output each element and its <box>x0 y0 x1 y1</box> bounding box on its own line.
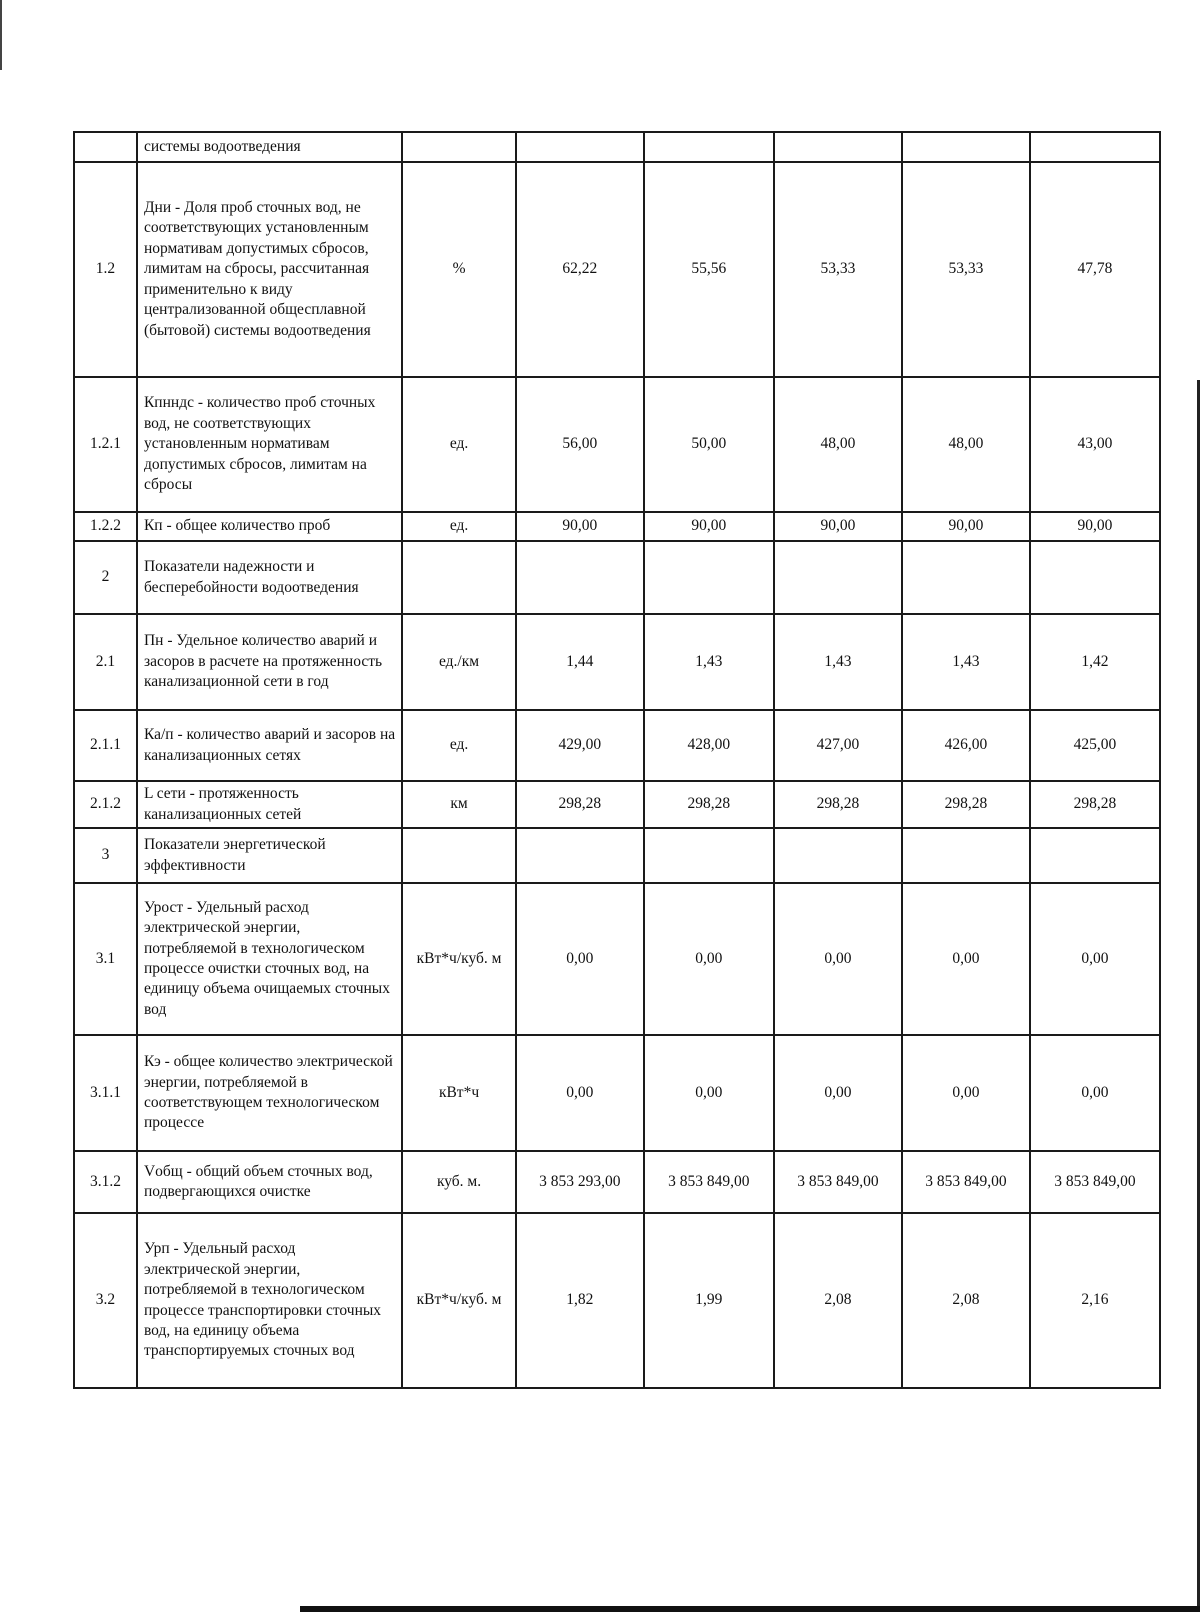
table-body <box>74 132 1160 1388</box>
row-unit <box>402 541 516 614</box>
row-value-4: 90,00 <box>902 512 1030 541</box>
row-value-5: 90,00 <box>1030 512 1160 541</box>
row-value-5 <box>1030 132 1160 162</box>
row-unit: ед. <box>402 377 516 512</box>
row-value-2: 1,99 <box>644 1213 774 1388</box>
row-code: 3.2 <box>74 1213 137 1388</box>
row-value-5: 43,00 <box>1030 377 1160 512</box>
row-unit <box>402 828 516 883</box>
row-value-3: 48,00 <box>774 377 902 512</box>
row-description: Кп - общее количество проб <box>137 512 402 541</box>
row-value-4 <box>902 132 1030 162</box>
row-value-4 <box>902 541 1030 614</box>
row-description: Дни - Доля проб сточных вод, не соответствующих установленным нормативам допустимых сбросов, лимитам на сбросы, рассчитанная применительно к виду централизованной общесплавной (бытовой) системы водоотведения <box>137 162 402 377</box>
row-value-4: 0,00 <box>902 883 1030 1035</box>
row-code: 2.1 <box>74 614 137 710</box>
row-value-5: 298,28 <box>1030 781 1160 828</box>
table-row <box>74 541 1160 614</box>
table-row <box>74 614 1160 710</box>
row-value-5: 2,16 <box>1030 1213 1160 1388</box>
row-value-1: 3 853 293,00 <box>516 1151 644 1213</box>
row-value-3: 0,00 <box>774 1035 902 1151</box>
row-value-3: 3 853 849,00 <box>774 1151 902 1213</box>
row-description: L сети - протяженность канализационных сетей <box>137 781 402 828</box>
row-value-4: 48,00 <box>902 377 1030 512</box>
row-value-3: 298,28 <box>774 781 902 828</box>
row-value-5: 1,42 <box>1030 614 1160 710</box>
row-value-3: 427,00 <box>774 710 902 781</box>
row-value-2: 50,00 <box>644 377 774 512</box>
row-unit: кВт*ч <box>402 1035 516 1151</box>
row-code: 1.2.1 <box>74 377 137 512</box>
row-description: Кэ - общее количество электрической энергии, потребляемой в соответствующем технологическом процессе <box>137 1035 402 1151</box>
row-unit: ед./км <box>402 614 516 710</box>
row-value-1: 0,00 <box>516 883 644 1035</box>
row-value-1: 0,00 <box>516 1035 644 1151</box>
row-value-1: 1,44 <box>516 614 644 710</box>
row-value-2 <box>644 541 774 614</box>
table-row <box>74 162 1160 377</box>
row-value-4: 2,08 <box>902 1213 1030 1388</box>
table-row <box>74 1213 1160 1388</box>
row-value-1: 429,00 <box>516 710 644 781</box>
table-row <box>74 710 1160 781</box>
row-description: Урост - Удельный расход электрической энергии, потребляемой в технологическом процессе очистки сточных вод, на единицу объема очищаемых сточных вод <box>137 883 402 1035</box>
row-description: Vобщ - общий объем сточных вод, подвергающихся очистке <box>137 1151 402 1213</box>
row-value-2 <box>644 132 774 162</box>
row-value-3 <box>774 541 902 614</box>
row-value-2 <box>644 828 774 883</box>
row-value-1: 298,28 <box>516 781 644 828</box>
row-value-4: 426,00 <box>902 710 1030 781</box>
row-value-2: 298,28 <box>644 781 774 828</box>
row-value-3: 1,43 <box>774 614 902 710</box>
row-code: 3.1.1 <box>74 1035 137 1151</box>
row-code: 3.1 <box>74 883 137 1035</box>
row-value-3: 2,08 <box>774 1213 902 1388</box>
row-value-4 <box>902 828 1030 883</box>
row-description: системы водоотведения <box>137 132 402 162</box>
row-code: 1.2 <box>74 162 137 377</box>
row-value-1 <box>516 541 644 614</box>
row-value-2: 0,00 <box>644 1035 774 1151</box>
row-value-3 <box>774 828 902 883</box>
row-value-1: 56,00 <box>516 377 644 512</box>
scan-left-edge <box>0 0 2 70</box>
table-row <box>74 883 1160 1035</box>
row-description: Ка/п - количество аварий и засоров на канализационных сетях <box>137 710 402 781</box>
row-value-4: 298,28 <box>902 781 1030 828</box>
row-value-3: 90,00 <box>774 512 902 541</box>
row-unit: кВт*ч/куб. м <box>402 1213 516 1388</box>
row-value-2: 428,00 <box>644 710 774 781</box>
row-value-1: 90,00 <box>516 512 644 541</box>
row-code: 2.1.1 <box>74 710 137 781</box>
row-value-1: 62,22 <box>516 162 644 377</box>
row-unit: % <box>402 162 516 377</box>
row-value-2: 1,43 <box>644 614 774 710</box>
row-value-3: 53,33 <box>774 162 902 377</box>
row-value-2: 3 853 849,00 <box>644 1151 774 1213</box>
row-value-3 <box>774 132 902 162</box>
row-description: Показатели энергетической эффективности <box>137 828 402 883</box>
row-unit <box>402 132 516 162</box>
row-value-5 <box>1030 828 1160 883</box>
row-code: 2 <box>74 541 137 614</box>
row-description: Урп - Удельный расход электрической энергии, потребляемой в технологическом процессе транспортировки сточных вод, на единицу объема транспортируемых сточных вод <box>137 1213 402 1388</box>
row-code: 2.1.2 <box>74 781 137 828</box>
row-code <box>74 132 137 162</box>
table-row <box>74 132 1160 162</box>
row-value-4: 1,43 <box>902 614 1030 710</box>
row-unit: куб. м. <box>402 1151 516 1213</box>
row-value-5: 0,00 <box>1030 883 1160 1035</box>
row-value-5: 425,00 <box>1030 710 1160 781</box>
table-row <box>74 1151 1160 1213</box>
row-value-1 <box>516 132 644 162</box>
row-description: Пн - Удельное количество аварий и засоров в расчете на протяженность канализационной сети в год <box>137 614 402 710</box>
row-value-1 <box>516 828 644 883</box>
row-value-5: 47,78 <box>1030 162 1160 377</box>
scan-bottom-edge <box>300 1606 1200 1612</box>
row-value-4: 3 853 849,00 <box>902 1151 1030 1213</box>
table-row <box>74 781 1160 828</box>
row-value-4: 53,33 <box>902 162 1030 377</box>
indicators-table <box>73 131 1161 1389</box>
row-unit: кВт*ч/куб. м <box>402 883 516 1035</box>
row-description: Кпнндс - количество проб сточных вод, не соответствующих установленным нормативам допустимых сбросов, лимитам на сбросы <box>137 377 402 512</box>
row-value-2: 55,56 <box>644 162 774 377</box>
row-value-3: 0,00 <box>774 883 902 1035</box>
row-value-2: 0,00 <box>644 883 774 1035</box>
table-row <box>74 1035 1160 1151</box>
row-unit: км <box>402 781 516 828</box>
row-description: Показатели надежности и бесперебойности водоотведения <box>137 541 402 614</box>
row-code: 1.2.2 <box>74 512 137 541</box>
row-value-1: 1,82 <box>516 1213 644 1388</box>
table-row <box>74 377 1160 512</box>
row-code: 3.1.2 <box>74 1151 137 1213</box>
row-unit: ед. <box>402 512 516 541</box>
row-unit: ед. <box>402 710 516 781</box>
table-row <box>74 828 1160 883</box>
row-value-5: 3 853 849,00 <box>1030 1151 1160 1213</box>
row-value-4: 0,00 <box>902 1035 1030 1151</box>
row-code: 3 <box>74 828 137 883</box>
row-value-5 <box>1030 541 1160 614</box>
row-value-2: 90,00 <box>644 512 774 541</box>
row-value-5: 0,00 <box>1030 1035 1160 1151</box>
table-row <box>74 512 1160 541</box>
